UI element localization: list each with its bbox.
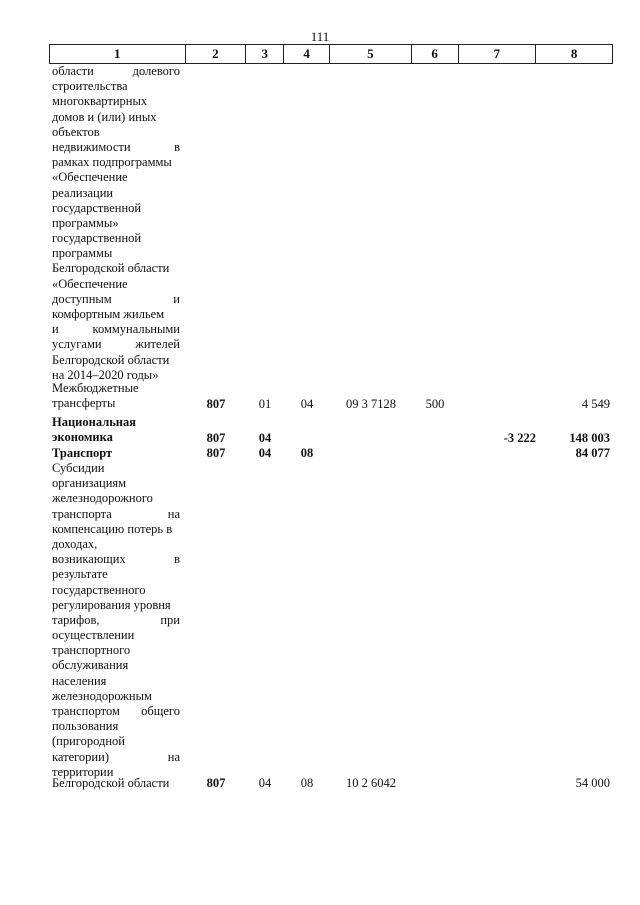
- text-word: коммунальными: [92, 322, 180, 337]
- transfers-c6: 500: [425, 397, 445, 411]
- text-word: государственной: [52, 231, 142, 246]
- text-word: недвижимости: [52, 139, 131, 154]
- text-line: [52, 186, 180, 201]
- text-word: железнодорожным: [52, 688, 152, 703]
- text-line: [52, 734, 180, 749]
- text-line: [52, 231, 180, 246]
- text-line: [52, 598, 180, 613]
- text-word: в: [174, 139, 180, 154]
- text-line: [52, 353, 180, 368]
- text-word: в: [174, 552, 180, 567]
- text-line: [52, 337, 180, 352]
- economy-c2: 807: [206, 431, 226, 445]
- text-line: [52, 461, 180, 476]
- transport-description: [52, 446, 180, 461]
- header-col-3: 3: [246, 45, 284, 63]
- text-word: (пригородной: [52, 734, 125, 749]
- header-col-7: 7: [459, 45, 537, 63]
- text-line: [52, 476, 180, 491]
- transfers-c8: 4 549: [581, 397, 610, 411]
- text-word: экономика: [52, 430, 113, 445]
- text-line: [52, 689, 180, 704]
- text-word: области: [52, 64, 94, 78]
- text-word: рамках подпрограммы: [52, 155, 172, 170]
- table-header: [49, 44, 613, 64]
- text-word: строительства: [52, 79, 128, 94]
- text-word: Межбюджетные: [52, 381, 139, 395]
- text-word: населения: [52, 673, 107, 688]
- subsidy-c8: 54 000: [575, 776, 610, 790]
- text-word: Белгородской области: [52, 352, 170, 367]
- text-word: осуществлении: [52, 628, 135, 643]
- text-word: многоквартирных: [52, 94, 148, 109]
- header-col-2: 2: [186, 45, 247, 63]
- text-word: территории: [52, 764, 114, 779]
- text-word: государственной: [52, 200, 142, 215]
- transfers-c4: 04: [300, 397, 314, 411]
- transport-c3: 04: [258, 446, 272, 460]
- text-line: [52, 552, 180, 567]
- text-word: «Обеспечение: [52, 170, 128, 185]
- text-word: домов и (или) иных: [52, 109, 157, 124]
- text-line: [52, 246, 180, 261]
- text-line: [52, 64, 180, 79]
- text-word: программы: [52, 246, 113, 261]
- text-word: доходах,: [52, 536, 98, 551]
- page-number: 111: [310, 29, 330, 44]
- economy-description: [52, 415, 180, 445]
- text-word: общего: [141, 704, 180, 718]
- text-line: [52, 750, 180, 765]
- text-word: на: [167, 506, 180, 521]
- text-word: пользования: [52, 719, 119, 734]
- text-word: и: [173, 291, 180, 306]
- text-line: [52, 322, 180, 337]
- header-col-4: 4: [284, 45, 330, 63]
- text-word: Субсидии: [52, 461, 105, 475]
- transport-c4: 08: [300, 446, 314, 460]
- subsidy-c4: 08: [300, 776, 314, 790]
- economy-c8: 148 003: [569, 431, 610, 445]
- text-word: комфортным жильем: [52, 307, 165, 321]
- text-line: [52, 292, 180, 307]
- text-line: [52, 537, 180, 552]
- block1-description: [52, 64, 180, 383]
- text-word: «Обеспечение: [52, 276, 128, 291]
- transfers-c2: 807: [206, 397, 226, 411]
- text-line: [52, 140, 180, 155]
- text-line: [52, 125, 180, 140]
- subsidy-c2: 807: [206, 776, 226, 790]
- header-col-6: 6: [412, 45, 459, 63]
- text-line: [52, 430, 180, 445]
- subsidy-c3: 04: [258, 776, 272, 790]
- text-word: объектов: [52, 124, 100, 139]
- text-line: [52, 261, 180, 276]
- text-line: [52, 522, 180, 537]
- transport-c8: 84 077: [575, 446, 610, 460]
- text-word: железнодорожного: [52, 491, 153, 506]
- block2-description: [52, 461, 180, 780]
- text-line: [52, 307, 180, 322]
- text-line: [52, 446, 180, 461]
- text-line: [52, 643, 180, 658]
- text-word: на 2014–2020 годы»: [52, 367, 159, 382]
- subsidy-description: [52, 776, 180, 791]
- text-line: [52, 381, 180, 396]
- text-word: государственного: [52, 582, 146, 597]
- header-col-8: 8: [570, 46, 578, 61]
- text-line: [52, 704, 180, 719]
- text-word: программы»: [52, 215, 119, 230]
- text-line: [52, 277, 180, 292]
- text-word: и: [52, 322, 59, 337]
- transfers-c3: 01: [258, 397, 272, 411]
- text-line: [52, 507, 180, 522]
- text-word: транспортного: [52, 643, 131, 658]
- text-line: [52, 155, 180, 170]
- text-word: реализации: [52, 185, 114, 200]
- text-line: [52, 674, 180, 689]
- text-line: [52, 567, 180, 582]
- text-line: [52, 79, 180, 94]
- text-line: [52, 628, 180, 643]
- text-word: жителей: [135, 337, 180, 352]
- text-line: [52, 491, 180, 506]
- text-word: результате: [52, 567, 108, 582]
- text-line: [52, 415, 180, 430]
- economy-c3: 04: [258, 431, 272, 445]
- text-line: [52, 170, 180, 185]
- text-word: компенсацию потерь в: [52, 521, 173, 536]
- text-line: [52, 658, 180, 673]
- header-col-1: 1: [50, 45, 186, 63]
- text-line: [52, 110, 180, 125]
- text-line: [52, 94, 180, 109]
- text-word: трансферты: [52, 396, 116, 411]
- text-word: Белгородской области: [52, 261, 170, 276]
- text-word: обслуживания: [52, 658, 129, 673]
- text-word: регулирования уровня: [52, 597, 171, 612]
- text-word: категории): [52, 749, 109, 764]
- text-word: Национальная: [52, 415, 137, 429]
- text-line: [52, 396, 180, 411]
- transport-c2: 807: [206, 446, 226, 460]
- text-word: долевого: [132, 64, 180, 78]
- transfers-c5: 09 3 7128: [346, 397, 396, 411]
- header-col-5: 5: [330, 45, 412, 63]
- text-word: транспорта: [52, 506, 112, 521]
- text-word: организациям: [52, 476, 127, 491]
- text-word: услугами: [52, 337, 102, 352]
- text-word: тарифов,: [52, 612, 100, 627]
- text-word: доступным: [52, 291, 112, 306]
- economy-c7: -3 222: [503, 431, 536, 445]
- text-line: [52, 201, 180, 216]
- text-word: транспортом: [52, 704, 120, 718]
- text-line: [52, 613, 180, 628]
- text-word: при: [160, 612, 180, 627]
- transfers-description: [52, 381, 180, 411]
- text-word: на: [167, 749, 180, 764]
- text-line: [52, 776, 180, 791]
- text-line: [52, 216, 180, 231]
- text-word: Транспорт: [52, 446, 113, 460]
- text-line: [52, 583, 180, 598]
- subsidy-c5: 10 2 6042: [346, 776, 396, 790]
- text-line: [52, 719, 180, 734]
- text-word: возникающих: [52, 552, 126, 567]
- text-word: Белгородской области: [52, 776, 170, 790]
